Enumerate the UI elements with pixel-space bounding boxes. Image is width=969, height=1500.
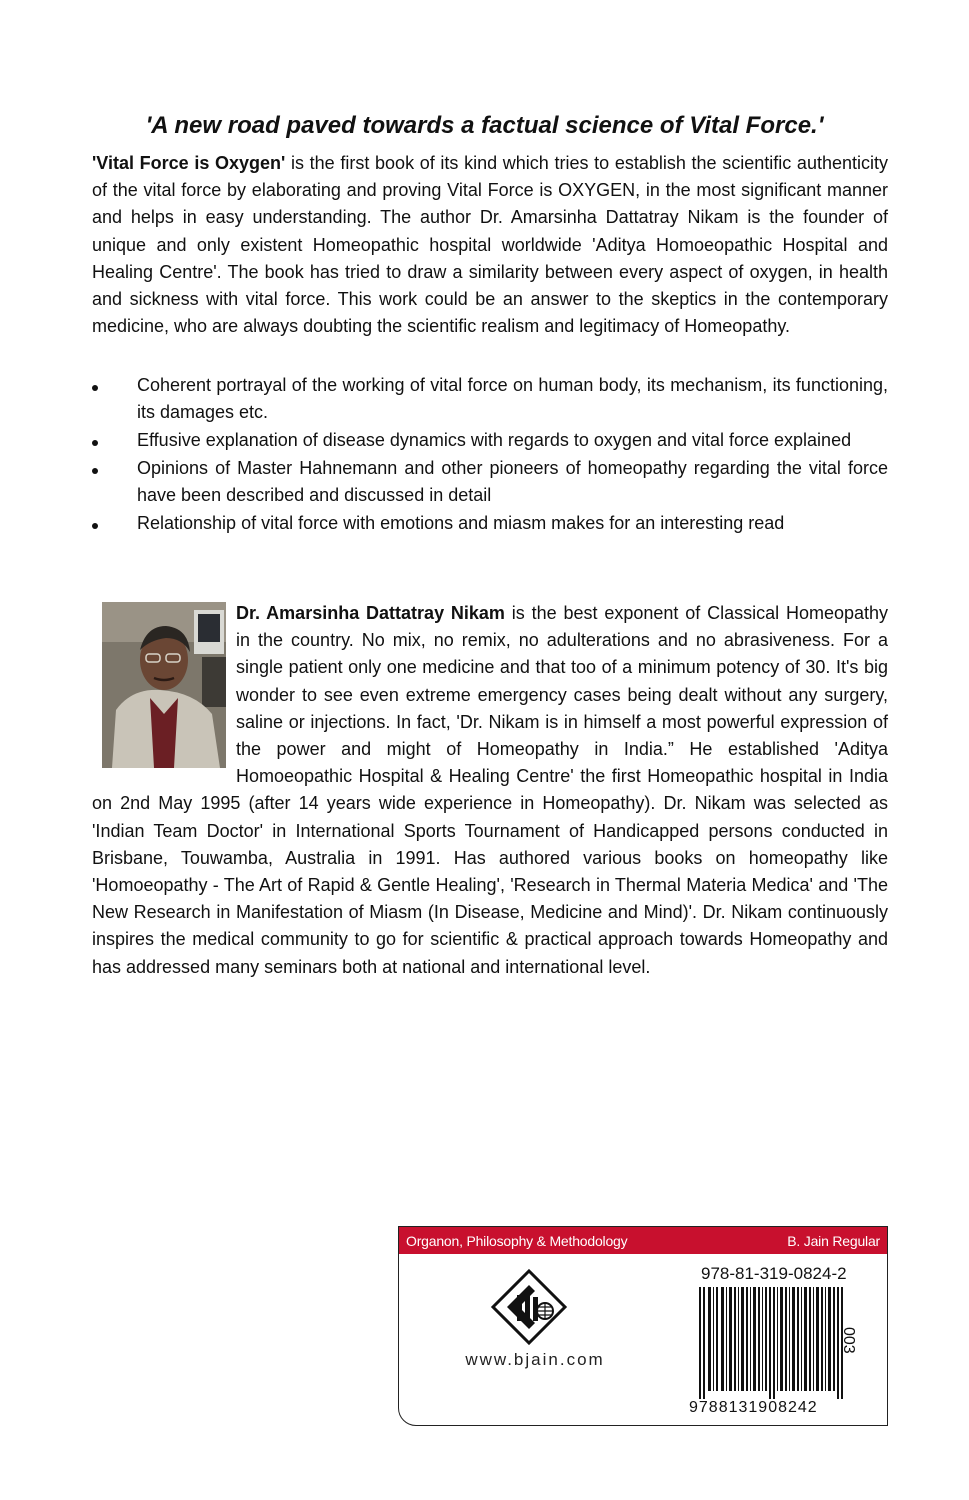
bullet-icon [92,440,98,446]
price-code: 003 [840,1327,857,1354]
category-band [399,1227,887,1254]
author-bio-text: is the best exponent of Classical Homeopathy in the country. No mix, no remix, no adulterations and no abrasiveness. For a single patient only one medicine and that too of a minimum potency of 30. It's big wonder to see even extreme emergency cases being dealt without any surgery, saline or injections. In fact, 'Dr. Nikam is in himself a most powerful expression of the power and might of Homeopathy in India.” He established 'Aditya Homoeopathic Hospital & Healing Centre' the first Homeopathic hospital in India on 2nd May 1995 (after 14 years wide experience in Homeopathy). Dr. Nikam was selected as 'Indian Team Doctor' in International Sports Tournament of Handicapped persons conducted in Brisbane, Touwamba, Australia in 1991. Has authored various books on homeopathy like 'Homoeopathy - The Art of Rapid & Gentle Healing', 'Research in Thermal Materia Medica' and 'The New Research in Manifestation of Miasm (In Disease, Medicine and Mind)'. Dr. Nikam continuously inspires the medical community to go for scientific & practical approach towards Homeopathy and has addressed many seminars both at national and international level. [92,603,888,977]
series-label: B. Jain Regular [787,1232,880,1249]
category-label: Organon, Philosophy & Methodology [406,1232,628,1249]
author-name-bold: Dr. Amarsinha Dattatray Nikam [236,603,505,623]
barcode [697,1287,857,1399]
publisher-box [398,1226,888,1426]
isbn-text: 978-81-319-0824-2 [701,1264,847,1283]
author-photo [102,602,226,768]
author-bio [92,600,888,981]
book-title-bold: 'Vital Force is Oxygen' [92,153,286,173]
list-item [92,455,888,509]
feature-list [92,372,888,538]
list-item [92,510,888,537]
intro-paragraph [92,150,888,340]
bullet-icon [92,523,98,529]
list-item-text: Relationship of vital force with emotions and miasm makes for an interesting read [137,513,785,533]
bullet-icon [92,468,98,474]
list-item-text: Opinions of Master Hahnemann and other pioneers of homeopathy regarding the vital force have been described and discussed in detail [137,458,888,505]
bullet-icon [92,385,98,391]
list-item [92,427,888,454]
list-item-text: Coherent portrayal of the working of vital force on human body, its mechanism, its functioning, its damages etc. [137,375,888,422]
intro-body: is the first book of its kind which tries to establish the scientific authenticity of the vital force by elaborating and proving Vital Force is OXYGEN, in the most significant manner and helps in easy understanding. The author Dr. Amarsinha Dattatray Nikam is the founder of unique and only existent Homeopathic hospital worldwide 'Aditya Homoeopathic Hospital and Healing Centre'. The book has tried to draw a similarity between every aspect of oxygen, in health and sickness with vital force. This work could be an answer to the skeptics in the contemporary medicine, who are always doubting the scientific realism and legitimacy of Homeopathy. [92,153,888,337]
list-item [92,372,888,426]
list-item-text: Effusive explanation of disease dynamics with regards to oxygen and vital force explained [137,430,852,450]
barcode-digits: 9788131908242 [689,1399,818,1416]
website-text: www.bjain.com [465,1350,605,1369]
tagline: 'A new road paved towards a factual science of Vital Force.' [145,112,824,139]
